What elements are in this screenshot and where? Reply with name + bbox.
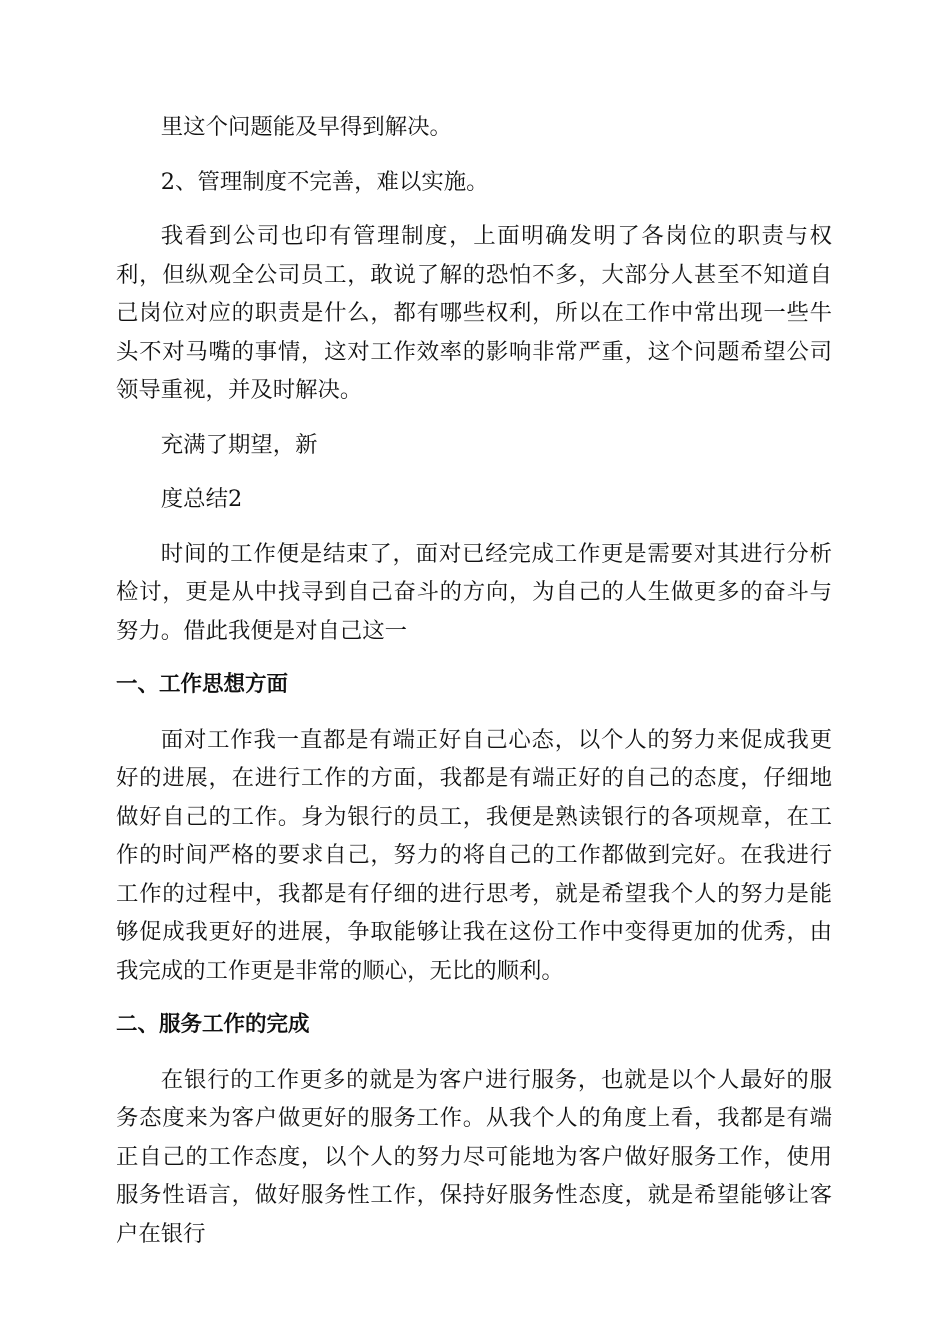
- section-heading: 一、工作思想方面: [116, 672, 289, 697]
- paragraph: 里这个问题能及早得到解决。: [160, 114, 452, 140]
- paragraph: 在银行的工作更多的就是为客户进行服务，也就是以个人最好的服务态度来为客户做更好的服务工作。从我个人的角度上看，我都是有端正自己的工作态度，以个人的努力尽可能地为客户做好服务工作，使用服务性语言，做好服务性工作，保持好服务性态度，就是希望能够让客户在银行: [116, 1066, 832, 1247]
- paragraph: 充满了期望，新: [160, 431, 318, 458]
- paragraph: 2、管理制度不完善，难以实施。: [160, 168, 489, 195]
- paragraph: 度总结2: [160, 486, 243, 512]
- paragraph: 我看到公司也印有管理制度，上面明确发明了各岗位的职责与权利，但纵观全公司员工，敢说了解的恐怕不多，大部分人甚至不知道自己岗位对应的职责是什么，都有哪些权利，所以在工作中常出现一些牛头不对马嘴的事情，这对工作效率的影响非常严重，这个问题希望公司领导重视，并及时解决。: [116, 223, 832, 403]
- paragraph: 时间的工作便是结束了，面对已经完成工作更是需要对其进行分析检讨，更是从中找寻到自己奋斗的方向，为自己的人生做更多的奋斗与努力。借此我便是对自己这一: [116, 540, 832, 644]
- section-heading: 二、服务工作的完成: [116, 1012, 310, 1037]
- document-page: [116, 108, 832, 1269]
- paragraph: 面对工作我一直都是有端正好自己心态，以个人的努力来促成我更好的进展，在进行工作的方面，我都是有端正好的自己的态度，仔细地做好自己的工作。身为银行的员工，我便是熟读银行的各项规章，在工作的时间严格的要求自己，努力的将自己的工作都做到完好。在我进行工作的过程中，我都是有仔细的进行思考，就是希望我个人的努力是能够促成我更好的进展，争取能够让我在这份工作中变得更加的优秀，由我完成的工作更是非常的顺心，无比的顺利。: [116, 726, 832, 984]
